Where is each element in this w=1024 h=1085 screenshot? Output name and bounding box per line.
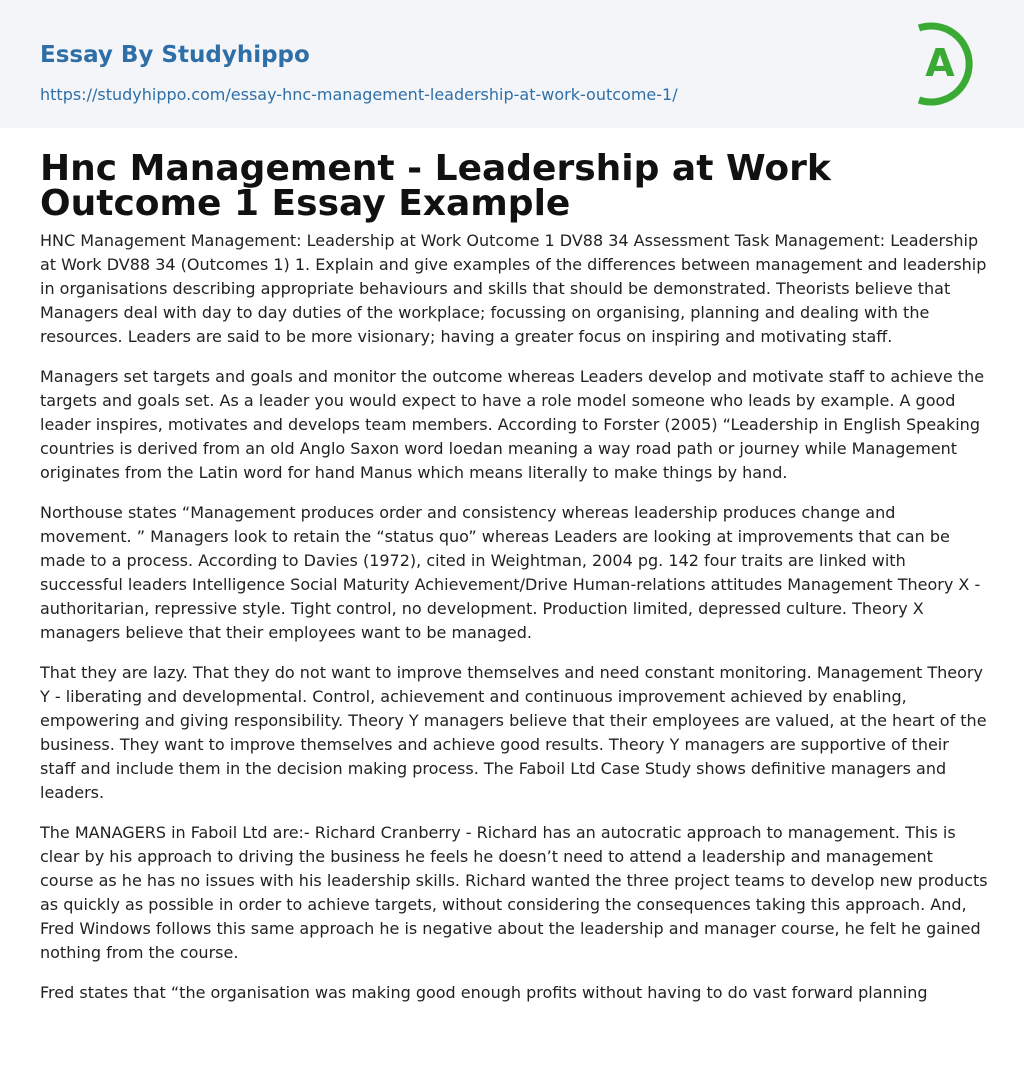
- essay-body: [40, 229, 988, 1021]
- logo-ring-icon: [904, 16, 990, 108]
- studyhippo-logo[interactable]: [904, 16, 990, 108]
- essay-paragraph-5: The MANAGERS in Faboil Ltd are:- Richard Cranberry - Richard has an autocratic approach to management. This is clear by his approach to driving the business he feels he doesn’t need to attend a leadership and management course as he has no issues with his leadership skills. Richard wanted the three project teams to develop new products as quickly as possible in order to achieve targets, without considering the consequences taking this approach. And, Fred Windows follows this same approach he is negative about the leadership and manager course, he felt he gained nothing from the course.: [40, 823, 988, 962]
- logo-letter: A: [925, 41, 955, 85]
- essay-paragraph-6: Fred states that “the organisation was making good enough profits without having to do vast forward planning: [40, 983, 928, 1002]
- essay-paragraph-4: That they are lazy. That they do not want to improve themselves and need constant monitoring. Management Theory Y - liberating and developmental. Control, achievement and continuous improvement achieved by enabling, empowering and giving responsibility. Theory Y managers believe that their employees are valued, at the heart of the business. They want to improve themselves and achieve good results. Theory Y managers are supportive of their staff and include them in the decision making process. The Faboil Ltd Case Study shows definitive managers and leaders.: [40, 663, 987, 802]
- page-title: Hnc Management - Leadership at Work Outcome 1 Essay Example: [40, 148, 831, 224]
- page-url-link[interactable]: https://studyhippo.com/essay-hnc-management-leadership-at-work-outcome-1/: [40, 85, 678, 104]
- brand-title[interactable]: Essay By Studyhippo: [40, 42, 310, 68]
- site-header: [0, 0, 1024, 128]
- essay-paragraph-1: HNC Management Management: Leadership at Work Outcome 1 DV88 34 Assessment Task Management: Leadership at Work DV88 34 (Outcomes 1) 1. Explain and give examples of the differences between management and leadership in organisations describing appropriate behaviours and skills that should be demonstrated. Theorists believe that Managers deal with day to day duties of the workplace; focussing on organising, planning and dealing with the resources. Leaders are said to be more visionary; having a greater focus on inspiring and motivating staff.: [40, 231, 987, 346]
- essay-paragraph-2: Managers set targets and goals and monitor the outcome whereas Leaders develop and motivate staff to achieve the targets and goals set. As a leader you would expect to have a role model someone who leads by example. A good leader inspires, motivates and develops team members. According to Forster (2005) “Leadership in English Speaking countries is derived from an old Anglo Saxon word loedan meaning a way road path or journey while Management originates from the Latin word for hand Manus which means literally to make things by hand.: [40, 367, 985, 482]
- essay-paragraph-3: Northouse states “Management produces order and consistency whereas leadership produces change and movement. ” Managers look to retain the “status quo” whereas Leaders are looking at improvements that can be made to a process. According to Davies (1972), cited in Weightman, 2004 pg. 142 four traits are linked with successful leaders Intelligence Social Maturity Achievement/Drive Human-relations attitudes Management Theory X - authoritarian, repressive style. Tight control, no development. Production limited, depressed culture. Theory X managers believe that their employees want to be managed.: [40, 503, 981, 642]
